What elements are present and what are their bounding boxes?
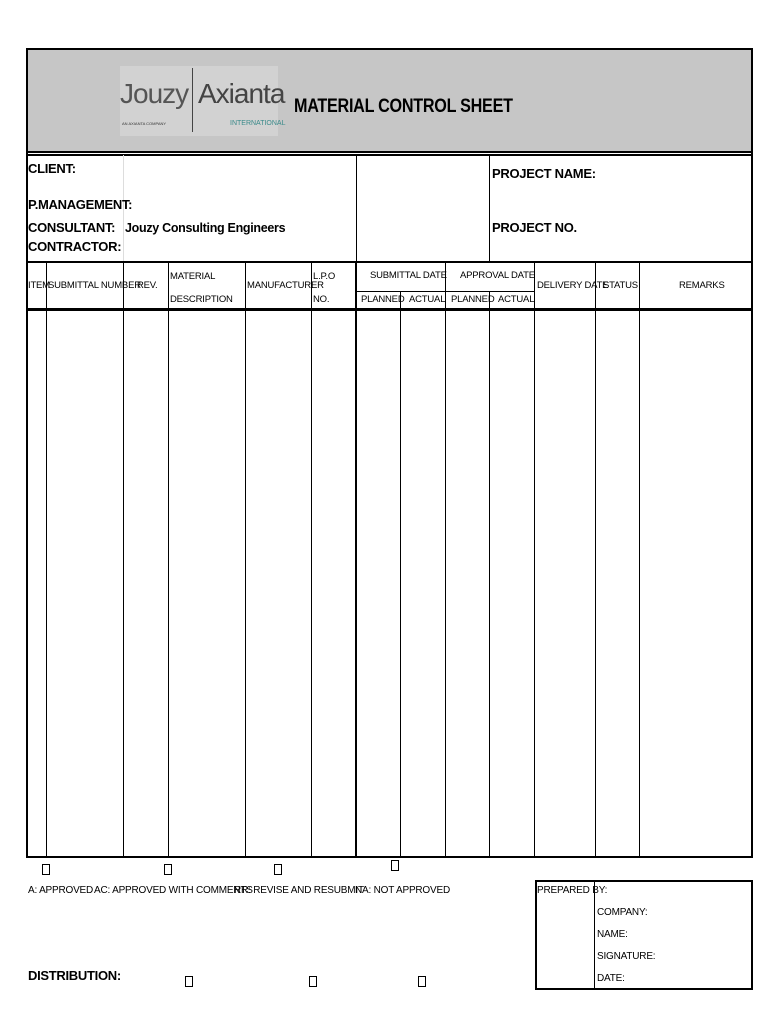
logo-tagline-right: INTERNATIONAL xyxy=(230,120,286,127)
prepared-by-box xyxy=(535,880,753,990)
prepared-date-label: DATE: xyxy=(597,973,625,984)
col-header-submittal-actual: ACTUAL xyxy=(409,294,446,305)
col-header-lpo: L.P.O xyxy=(313,271,336,282)
col-header-status: STATUS xyxy=(603,280,638,291)
distribution-checkbox-2[interactable] xyxy=(309,976,317,987)
col-divider-submittal xyxy=(123,262,124,858)
info-divider-2 xyxy=(489,155,490,262)
prepared-by-divider xyxy=(594,881,595,989)
logo-brand-right: Axianta xyxy=(198,78,285,109)
col-header-delivery-date: DELIVERY DATE xyxy=(537,280,609,291)
col-header-material: MATERIAL xyxy=(170,271,216,282)
page-title-wrap xyxy=(294,96,551,118)
col-divider-item xyxy=(46,262,47,858)
contractor-label: CONTRACTOR: xyxy=(28,239,122,254)
project-name-label: PROJECT NAME: xyxy=(492,166,596,181)
col-header-submittal-date: SUBMITTAL DATE xyxy=(370,270,447,281)
col-header-lpo-no: NO. xyxy=(313,294,330,305)
company-logo xyxy=(120,66,286,136)
col-header-rev: REV. xyxy=(137,280,158,291)
prepared-by-label: PREPARED BY: xyxy=(537,885,608,896)
col-header-item: ITEM xyxy=(28,280,50,291)
consultant-value: Jouzy Consulting Engineers xyxy=(125,221,286,235)
legend-not-approved: NA: NOT APPROVED xyxy=(355,885,450,896)
legend-approved-with-comments: AC: APPROVED WITH COMMENTS xyxy=(94,885,253,896)
pm-label: P.MANAGEMENT: xyxy=(28,197,133,212)
col-header-submittal-number: SUBMITTAL NUMBER xyxy=(48,280,141,291)
col-header-approval-actual: ACTUAL xyxy=(498,294,535,305)
page-title: MATERIAL CONTROL SHEET xyxy=(294,96,513,117)
col-header-manufacturer: MANUFACTURER xyxy=(247,280,324,291)
distribution-checkbox-1[interactable] xyxy=(185,976,193,987)
revise-resubmit-checkbox[interactable] xyxy=(274,864,282,875)
col-header-approval-planned: PLANNED xyxy=(451,294,495,305)
prepared-company-label: COMPANY: xyxy=(597,907,648,918)
col-header-submittal-planned: PLANNED xyxy=(361,294,405,305)
legend-revise-resubmit: RR: REVISE AND RESUBMIT xyxy=(234,885,364,896)
not-approved-checkbox[interactable] xyxy=(391,860,399,871)
distribution-checkbox-3[interactable] xyxy=(418,976,426,987)
col-divider-sub-actual xyxy=(445,262,446,858)
info-divider-1 xyxy=(356,155,357,262)
col-header-remarks: REMARKS xyxy=(679,280,725,291)
col-divider-material xyxy=(245,262,246,858)
col-divider-rev xyxy=(168,262,169,858)
logo-tagline-left: AN AXIANTA COMPANY xyxy=(122,121,167,126)
col-header-description: DESCRIPTION xyxy=(170,294,233,305)
client-label: CLIENT: xyxy=(28,161,76,176)
approved-checkbox[interactable] xyxy=(42,864,50,875)
project-no-label: PROJECT NO. xyxy=(492,220,577,235)
col-divider-lpo xyxy=(355,262,357,858)
col-divider-delivery xyxy=(595,262,596,858)
material-control-sheet xyxy=(26,48,753,858)
col-divider-status xyxy=(639,262,640,858)
col-divider-app-actual xyxy=(534,262,535,858)
logo-brand-left: Jouzy xyxy=(120,78,189,109)
prepared-signature-label: SIGNATURE: xyxy=(597,951,656,962)
table-header-top-rule xyxy=(26,261,753,263)
legend-approved: A: APPROVED xyxy=(28,885,94,896)
approved-with-comments-checkbox[interactable] xyxy=(164,864,172,875)
consultant-label: CONSULTANT: xyxy=(28,220,116,235)
col-header-approval-date: APPROVAL DATE xyxy=(460,270,535,281)
distribution-label: DISTRIBUTION: xyxy=(28,968,121,983)
prepared-name-label: NAME: xyxy=(597,929,628,940)
table-header-bottom-rule xyxy=(26,308,753,311)
logo-divider xyxy=(192,68,193,132)
col-divider-manufacturer xyxy=(311,262,312,858)
col-divider-sub-planned xyxy=(400,291,401,858)
info-top-rule xyxy=(26,154,753,156)
col-divider-app-planned xyxy=(489,291,490,858)
